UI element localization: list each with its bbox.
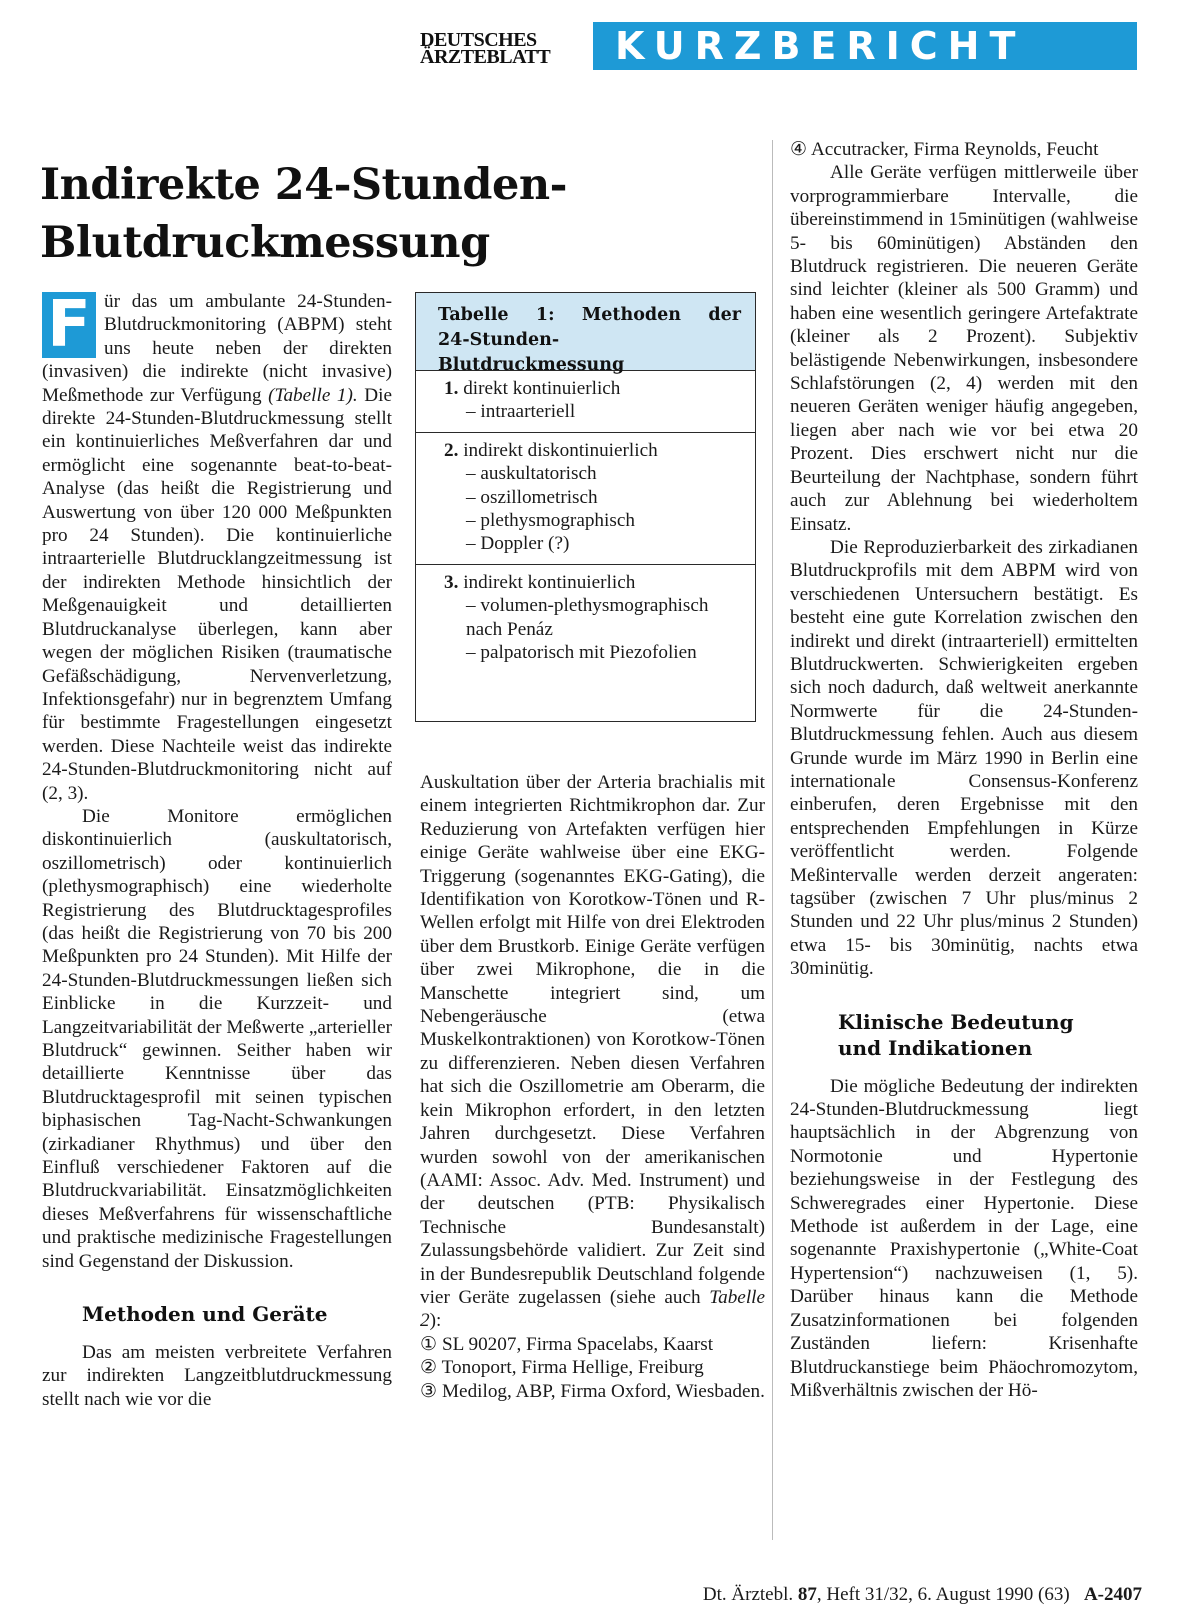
table-item: – palpatorisch mit Piezofolien: [466, 642, 697, 664]
device-item-1: ① SL 90207, Firma Spacelabs, Kaarst: [420, 1333, 714, 1355]
section-banner: KURZBERICHT: [593, 22, 1137, 70]
footer-issue: , Heft 31/32, 6. August 1990 (63): [816, 1584, 1070, 1605]
table-item: – volumen-plethysmographisch nach Penáz: [466, 595, 709, 640]
paragraph-methods: Das am meisten verbreitete Verfahren zur indirekten Langzeitblutdruckmessung stellt nach wie vor die: [42, 1342, 392, 1410]
table-reference: (Tabelle 1).: [268, 384, 358, 406]
caption-word: der: [708, 305, 741, 325]
subheading-line1: Klinische Bedeutung: [838, 1009, 1074, 1034]
table-section-3: [416, 565, 755, 673]
intro-text: ür das um ambulante 24-Stunden-Blutdruckmonitoring (ABPM) steht uns heute neben der direkten (invasiven) die indirekte (nicht invasive) Meßmethode zur Verfügung: [42, 291, 392, 406]
footer-volume: 87: [797, 1584, 817, 1605]
table-section-2: [416, 433, 755, 565]
article-title: Indirekte 24-Stunden-Blutdruckmessung: [40, 160, 567, 268]
caption-word: Methoden: [581, 305, 682, 325]
footer-journal: Dt. Ärztebl.: [702, 1584, 794, 1605]
auscultation-text-end: ):: [429, 1310, 442, 1332]
column-divider: [772, 140, 773, 1540]
section-number: 3.: [444, 571, 459, 593]
page-footer: [612, 1583, 1142, 1607]
device-item-4: ④ Accutracker, Firma Reynolds, Feucht: [790, 139, 1099, 160]
paragraph-auscultation: [420, 771, 765, 1333]
section-number: 1.: [444, 378, 459, 399]
text-column-3: [790, 138, 1138, 1402]
footer-page-number: A-2407: [1083, 1584, 1142, 1605]
section-title: indirekt kontinuierlich: [463, 571, 636, 593]
subheading-methods: Methoden und Geräte: [82, 1302, 328, 1327]
table-reference: Tabelle 2: [420, 1286, 765, 1332]
masthead-line2: ÄRZTEBLATT: [420, 46, 551, 68]
paragraph-intro: [42, 290, 392, 805]
intro-text-rest: Die direkte 24-Stunden-Blutdruckmessung stellt ein kontinuierliches Meßverfahren dar und ermöglicht eine sogenannte beat-to-beat-Analyse (das heißt die Registrierung und Auswertung von über 120 000 Meßpunkten pro 24 Stunden). Die kontinuierliche intraarterielle Blutdrucklangzeitmessung ist der indirekten Methode hinsichtlich der Meßgenauigkeit und detaillierten Blutdruckanalyse überlegen, kann aber wegen der möglichen Risiken (traumatische Gefäßschädigung, Nervenverletzung, Infektionsgefahr) nur in begrenztem Umfang für bestimmte Fragestellungen eingesetzt werden. Diese Nachteile weist das indirekte 24-Stunden-Blutdruckmonitoring nicht auf (2, 3).: [42, 384, 393, 804]
table-section-1: [416, 371, 755, 433]
auscultation-text: Auskultation über der Arteria brachialis mit einem integrierten Richtmikrophon dar. Zur Reduzierung von Artefakten verfügen hier einige Geräte wahlweise über eine EKG-Triggerung (sogenanntes EKG-Gating), die Identifikation von Korotkow-Tönen und R-Wellen erfolgt mit Hilfe von drei Elektroden über dem Brustkorb. Einige Geräte verfügen über zwei Mikrophone, die in die Manschette integriert sind, um Nebengeräusche (etwa Muskelkontraktionen) von Korotkow-Tönen zu differenzieren. Neben diesen Verfahren hat sich die Oszillometrie am Oberarm, die kein Mikrophon erfordert, in den letzten Jahren durchgesetzt. Diese Verfahren wurden sowohl von der amerikanischen (AAMI: Assoc. Adv. Med. Instrument) und der deutschen (PTB: Physikalisch Technische Bundesanstalt) Zulassungsbehörde validiert. Zur Zeit sind in der Bundesrepublik Deutschland folgende vier Geräte zugelassen (siehe auch: [420, 772, 765, 1308]
text-column-1: [42, 290, 392, 1411]
table-item: – oszillometrisch: [466, 486, 598, 508]
table-item: – intraarteriell: [466, 401, 576, 423]
table-item: – plethysmographisch: [466, 510, 635, 532]
section-title: direkt kontinuierlich: [463, 378, 621, 399]
paragraph-monitors: Die Monitore ermöglichen diskontinuierlich (auskultatorisch, oszillometrisch) oder kontinuierlich (plethysmographisch) eine wiederholte Registrierung des Blutdrucktagesprofiles (das heißt die Registrierung von 70 bis 200 Meßpunkten pro 24 Stunden). Mit Hilfe der 24-Stunden-Blutdruckmessungen ließen sich Einblicke in die Kurzzeit- und Langzeitvariabilität der Meßwerte „arterieller Blutdruck“ gewinnen. Seither haben wir detaillierte Kenntnisse über das Blutdrucktagesprofil mit seinen typischen biphasischen Tag-Nacht-Schwankungen (zirkadianer Rhythmus) und über den Einfluß verschiedener Faktoren auf die Blutdruckvariabilität. Einsatzmöglichkeiten dieses Meßverfahrens für wissenschaftliche und praktische medizinische Fragestellungen sind Gegenstand der Diskussion.: [42, 805, 392, 1272]
subheading-clinical: [838, 1009, 1138, 1061]
drop-cap: F: [42, 292, 96, 358]
table-item: – auskultatorisch: [466, 463, 597, 485]
caption-word: 1:: [535, 305, 555, 325]
section-title: indirekt diskontinuierlich: [463, 439, 658, 461]
caption-line2: 24-Stunden-Blutdruckmessung: [438, 330, 625, 375]
device-item-3: ③ Medilog, ABP, Firma Oxford, Wiesbaden.: [420, 1380, 765, 1402]
paragraph-reproducibility: Die Reproduzierbarkeit des zirkadianen Blutdruckprofils mit dem ABPM wird von verschiedenen Untersuchern bestätigt. Es besteht eine gute Korrelation zwischen den indirekt und direkt (intraarteriell) ermittelten Blutdruckwerten. Schwierigkeiten ergeben sich noch dadurch, daß weltweit anerkannte Normwerte für die 24-Stunden-Blutdruckmessung fehlen. Auch aus diesem Grunde wurde im März 1990 in Berlin eine internationale Consensus-Konferenz einberufen, deren Ergebnisse mit den entsprechenden Empfehlungen in Kürze veröffentlicht werden. Folgende Meßintervalle werden derzeit angeraten: tagsüber (zwischen 7 Uhr plus/minus 2 Stunden und 22 Uhr plus/minus 2 Stunden) etwa 15- bis 30minütig, nachts etwa 30minütig.: [790, 536, 1138, 980]
section-number: 2.: [444, 439, 459, 461]
paragraph-clinical: Die mögliche Bedeutung der indirekten 24-Stunden-Blutdruckmessung liegt hauptsächlich in der Abgrenzung von Normotonie und Hypertonie beziehungsweise in der Festlegung des Schweregrades einer Hypertonie. Diese Methode ist außerdem in der Lage, eine sogenannte Praxishypertonie („White-Coat Hypertension“) nachzuweisen (1, 5). Darüber hinaus kann die Methode Zusatzinformationen bei folgenden Zuständen liefern: Krisenhafte Blutdruckanstiege beim Phäochromozytom, Mißverhältnis zwischen der Hö-: [790, 1075, 1138, 1401]
subheading-line2: und Indikationen: [838, 1035, 1033, 1060]
methods-table: [415, 292, 756, 722]
table-caption: [416, 293, 755, 375]
caption-word: Tabelle: [438, 305, 509, 325]
paragraph-intervals: Alle Geräte verfügen mittlerweile über vorprogrammierbare Intervalle, die übereinstimmend in 15minütigen (wahlweise 5- bis 60minütigen) Abständen den Blutdruck registrieren. Die neueren Geräte sind leichter (kleiner als 500 Gramm) und haben eine wesentlich geringere Artefaktrate (kleiner als 2 Prozent). Subjektiv belästigende Nebenwirkungen, insbesondere Schlafstörungen (2, 4) werden mit den neueren Geräten weniger häufig angegeben, liegen aber nach wie vor bei etwa 20 Prozent. Dies erschwert nicht nur die Beurteilung der Nachtphase, sondern führt auch zur Ablehnung bei wiederholtem Einsatz.: [790, 162, 1138, 535]
device-item-2: ② Tonoport, Firma Hellige, Freiburg: [420, 1357, 704, 1379]
journal-masthead: [420, 29, 580, 68]
text-column-2: [420, 771, 765, 1403]
masthead-line1: DEUTSCHES: [420, 29, 537, 51]
table-item: – Doppler (?): [466, 533, 570, 555]
